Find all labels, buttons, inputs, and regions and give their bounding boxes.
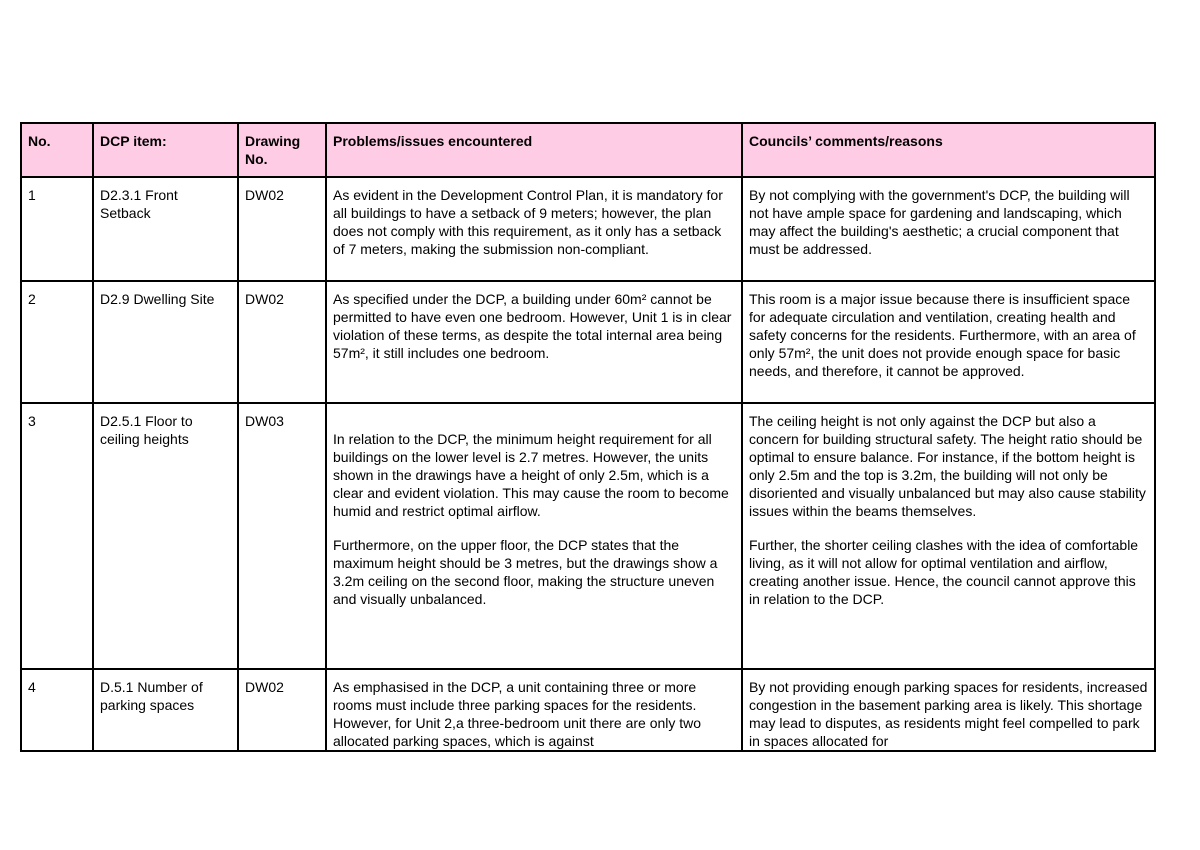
header-drawing-no: Drawing No.	[238, 123, 326, 177]
row-number: 4	[21, 669, 93, 751]
table-row	[21, 403, 1155, 669]
dcp-item-cell: D2.3.1 Front Setback	[93, 177, 238, 281]
problems-cell	[326, 403, 742, 669]
problems-paragraph: As emphasised in the DCP, a unit containing three or more rooms must include three parking spaces for the residents. However, for Unit 2,a three-bedroom unit there are only two allocated parking spaces, which is against	[333, 679, 702, 749]
dcp-compliance-table	[20, 122, 1156, 752]
header-comments: Councils’ comments/reasons	[742, 123, 1155, 177]
comments-paragraph: This room is a major issue because there is insufficient space for adequate circulation and ventilation, creating health and safety concerns for the residents. Furthermore, with an area of only 57m², the unit does not provide enough space for basic needs, and therefore, it cannot be approved.	[749, 291, 1136, 379]
row-number: 3	[21, 403, 93, 669]
comments-paragraph: Further, the shorter ceiling clashes with the idea of comfortable living, as it will not allow for optimal ventilation and airflow, creating another issue. Hence, the council cannot approve this in relation to the DCP.	[749, 537, 1139, 607]
table-header-row	[21, 123, 1155, 177]
comments-clip	[749, 678, 1148, 750]
problems-paragraph: As specified under the DCP, a building under 60m² cannot be permitted to have even one bedroom. However, Unit 1 is in clear violation of these terms, as despite the total internal area being 57m², it still includes one bedroom.	[333, 291, 732, 361]
comments-cell	[742, 177, 1155, 281]
drawing-no-cell: DW03	[238, 403, 326, 669]
problems-paragraph: As evident in the Development Control Plan, it is mandatory for all buildings to have a setback of 9 meters; however, the plan does not comply with this requirement, as it only has a setback of 7 meters, making the submission non-compliant.	[333, 187, 723, 257]
dcp-item-cell: D2.9 Dwelling Site	[93, 281, 238, 403]
comments-cell	[742, 281, 1155, 403]
table-row	[21, 669, 1155, 751]
header-problems: Problems/issues encountered	[326, 123, 742, 177]
drawing-no-cell: DW02	[238, 177, 326, 281]
problems-cell	[326, 281, 742, 403]
header-dcp-item: DCP item:	[93, 123, 238, 177]
problems-clip	[333, 678, 735, 750]
problems-cell	[326, 177, 742, 281]
dcp-item-cell: D.5.1 Number of parking spaces	[93, 669, 238, 751]
dcp-item-cell: D2.5.1 Floor to ceiling heights	[93, 403, 238, 669]
problems-cell	[326, 669, 742, 751]
header-no: No.	[21, 123, 93, 177]
drawing-no-cell: DW02	[238, 669, 326, 751]
comments-paragraph: By not complying with the government's DCP, the building will not have ample space for gardening and landscaping, which may affect the building's aesthetic; a crucial component that must be addressed.	[749, 187, 1130, 257]
comments-paragraph: By not providing enough parking spaces for residents, increased congestion in the basement parking area is likely. This shortage may lead to disputes, as residents might feel compelled to park in spaces allocated for	[749, 679, 1148, 749]
drawing-no-cell: DW02	[238, 281, 326, 403]
comments-cell	[742, 403, 1155, 669]
problems-paragraph: In relation to the DCP, the minimum height requirement for all buildings on the lower level is 2.7 metres. However, the units shown in the drawings have a height of only 2.5m, which is a clear and evident violation. This may cause the room to become humid and restrict optimal airflow.	[333, 431, 729, 519]
comments-cell	[742, 669, 1155, 751]
table-row	[21, 177, 1155, 281]
problems-paragraph: Furthermore, on the upper floor, the DCP states that the maximum height should be 3 metres, but the drawings show a 3.2m ceiling on the second floor, making the structure uneven and visually unbalanced.	[333, 537, 718, 607]
table-row	[21, 281, 1155, 403]
comments-paragraph: The ceiling height is not only against the DCP but also a concern for building structural safety. The height ratio should be optimal to ensure balance. For instance, if the bottom height is only 2.5m and the top is 3.2m, the building will not only be disoriented and visually unbalanced but may also cause stability issues within the beams themselves.	[749, 413, 1146, 519]
row-number: 2	[21, 281, 93, 403]
row-number: 1	[21, 177, 93, 281]
